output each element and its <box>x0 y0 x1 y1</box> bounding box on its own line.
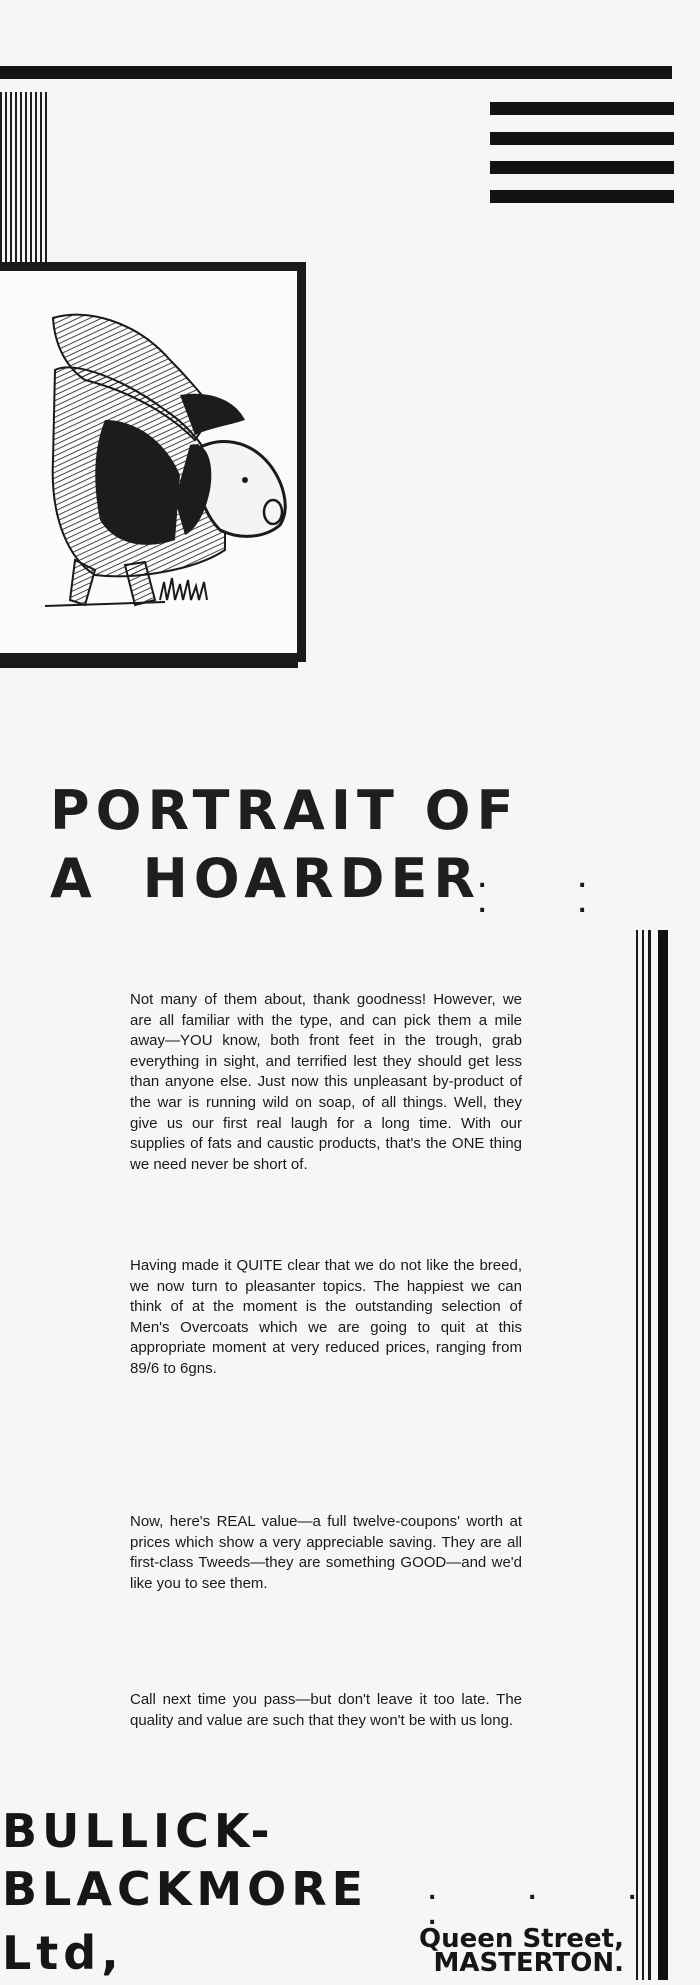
address-town: MASTERTON. <box>433 1948 624 1978</box>
body-paragraph: Call next time you pass—but don't leave it too late. The quality and value are such that they won't be with us long. <box>130 1691 522 1729</box>
right-border-rules <box>636 930 676 1980</box>
body-paragraph: Now, here's REAL value—a full twelve-coupons' worth at prices which show a very appreciable saving. They are all first-class Tweeds—they are something GOOD—and we'd like you to see them. <box>130 1513 522 1592</box>
headline-dots: . . . . <box>478 868 629 918</box>
decorative-bar <box>490 190 674 203</box>
body-paragraph: Having made it QUITE clear that we do not like the breed, we now turn to pleasanter topics. The happiest we can think of at the moment is the outstanding selection of Men's Overcoats which we are going to quit at this appropriate moment at very reduced prices, ranging from 89/6 to 6gns. <box>130 1257 522 1377</box>
company-name-line-2: BLACKMORE <box>2 1862 369 1916</box>
company-name-line-1: BULLICK- <box>2 1804 275 1858</box>
address-street: Queen Street, <box>419 1924 624 1954</box>
pig-icon <box>45 300 295 630</box>
company-name-line-3: Ltd, <box>2 1926 124 1980</box>
left-stripe-block <box>0 92 50 262</box>
decorative-bar <box>490 161 674 174</box>
illustration-frame-base <box>0 654 298 668</box>
company-dots: . . . . <box>428 1880 679 1930</box>
headline-line-2: A HOARDER <box>50 847 481 910</box>
body-paragraph: Not many of them about, thank goodness! However, we are all familiar with the type, and can pick them a mile away—YOU know, both front feet in the trough, grab everything in sight, and terrified lest they should get less than anyone else. Just now this unpleasant by-product of the war is running wild on soap, of all things. Well, they give us our first real laugh for a long time. With our supplies of fats and caustic products, that's the ONE thing we need never be short of. <box>130 991 522 1173</box>
decorative-bar <box>490 102 674 115</box>
headline-line-1: PORTRAIT OF <box>50 779 520 842</box>
top-rule <box>0 66 672 79</box>
decorative-bar <box>490 132 674 145</box>
